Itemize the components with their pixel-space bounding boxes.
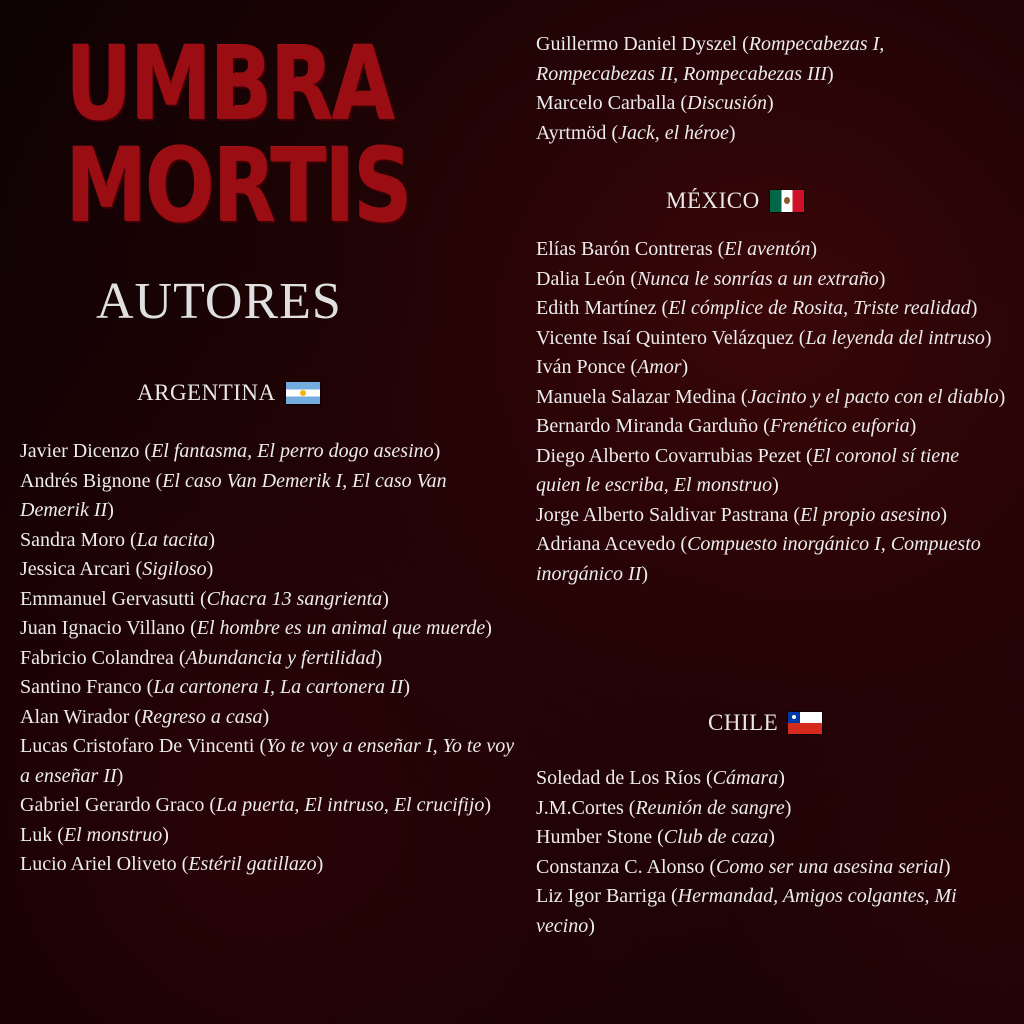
author-name: Adriana Acevedo [536, 533, 676, 555]
author-entry: Jessica Arcari (Sigiloso) [20, 558, 214, 580]
author-entry: Luk (El monstruo) [20, 823, 169, 846]
section-heading-chile [708, 710, 822, 736]
author-entry: Adriana Acevedo (Compuesto inorgánico I, Compuesto inorgánico II) [536, 533, 981, 585]
author-name: Iván Ponce [536, 356, 626, 378]
work-titles: El caso Van Demerik I, El caso Van Demerik II [20, 469, 447, 521]
author-name: Vicente Isaí Quintero Velázquez [536, 326, 794, 349]
work-titles: Rompecabezas I, Rompecabezas II, Rompecabezas III [536, 33, 885, 85]
section-title-argentina: ARGENTINA [137, 380, 276, 405]
author-entry: Andrés Bignone (El caso Van Demerik I, El caso Van Demerik II) [20, 469, 447, 521]
work-titles: Nunca le sonrías a un extraño [637, 267, 879, 290]
author-name: Alan Wirador [20, 705, 130, 728]
author-name: J.M.Cortes [536, 796, 624, 819]
author-entry: Jorge Alberto Saldivar Pastrana (El propio asesino) [536, 503, 948, 526]
author-name: Elías Barón Contreras [536, 238, 713, 260]
author-entry: Soledad de Los Ríos (Cámara) [536, 767, 785, 789]
author-name: Bernardo Miranda Garduño [536, 415, 759, 437]
author-name: Edith Martínez [536, 297, 657, 319]
author-name: Andrés Bignone [20, 469, 151, 492]
author-entry: Gabriel Gerardo Graco (La puerta, El intruso, El crucifijo) [20, 794, 492, 816]
author-entry: Sandra Moro (La tacita) [20, 528, 215, 551]
author-name: Luk [20, 823, 53, 846]
work-titles: Amor [637, 356, 682, 378]
work-titles: Yo te voy a enseñar I, Yo te voy a enseñar II [20, 735, 515, 787]
author-entry: Dalia León (Nunca le sonrías a un extraño) [536, 267, 886, 290]
work-titles: El monstruo [63, 823, 163, 846]
author-entry: Edith Martínez (El cómplice de Rosita, Triste realidad) [536, 297, 978, 319]
work-titles: La leyenda del intruso [805, 326, 985, 349]
author-list-chile [536, 764, 1016, 941]
author-name: Jessica Arcari [20, 558, 131, 580]
work-titles: El propio asesino [800, 503, 941, 526]
author-entry: Santino Franco (La cartonera I, La cartonera II) [20, 676, 410, 698]
author-entry: Constanza C. Alonso (Como ser una asesina serial) [536, 855, 951, 878]
work-titles: Chacra 13 sangrienta [206, 587, 383, 610]
author-entry: Juan Ignacio Villano (El hombre es un animal que muerde) [20, 617, 492, 639]
chile-flag-icon [788, 712, 822, 734]
author-entry: Bernardo Miranda Garduño (Frenético euforia) [536, 415, 917, 437]
author-entry: Manuela Salazar Medina (Jacinto y el pacto con el diablo) [536, 385, 1006, 408]
work-titles: Estéril gatillazo [188, 853, 317, 875]
work-titles: El coronol sí tiene quien le escriba, El monstruo [536, 444, 960, 496]
author-name: Marcelo Carballa [536, 92, 676, 114]
author-entry: Iván Ponce (Amor) [536, 356, 689, 378]
work-titles: La tacita [136, 528, 209, 551]
author-name: Guillermo Daniel Dyszel [536, 33, 738, 55]
logo-line-mortis: MORTIS [66, 127, 411, 246]
author-entry: Humber Stone (Club de caza) [536, 826, 775, 848]
work-titles: Compuesto inorgánico I, Compuesto inorgánico II [536, 533, 981, 585]
author-name: Jorge Alberto Saldivar Pastrana [536, 503, 789, 526]
argentina-flag-icon [286, 382, 320, 404]
author-name: Emmanuel Gervasutti [20, 587, 195, 610]
author-entry: J.M.Cortes (Reunión de sangre) [536, 796, 792, 819]
author-name: Ayrtmöd [536, 121, 607, 144]
author-name: Diego Alberto Covarrubias Pezet [536, 444, 801, 467]
section-heading-argentina [137, 380, 320, 406]
work-titles: Frenético euforia [769, 415, 910, 437]
work-titles: La cartonera I, La cartonera II [153, 676, 404, 698]
work-titles: El hombre es un animal que muerde [196, 617, 486, 639]
author-list-argentina [20, 437, 520, 880]
work-titles: El fantasma, El perro dogo asesino [151, 440, 434, 462]
author-entry: Liz Igor Barriga (Hermandad, Amigos colgantes, Mi vecino) [536, 885, 957, 937]
author-entry: Guillermo Daniel Dyszel (Rompecabezas I, Rompecabezas II, Rompecabezas III) [536, 33, 885, 85]
work-titles: Abundancia y fertilidad [185, 646, 376, 669]
author-entry: Alan Wirador (Regreso a casa) [20, 705, 270, 728]
work-titles: Jack, el héroe [618, 121, 729, 144]
umbra-mortis-logo [66, 25, 416, 246]
logo-line-umbra: UMBRA [66, 25, 394, 144]
author-name: Fabricio Colandrea [20, 646, 174, 669]
author-list-mexico [536, 235, 1006, 589]
author-entry: Emmanuel Gervasutti (Chacra 13 sangrienta) [20, 587, 389, 610]
author-list-argentina-continued [536, 30, 1006, 148]
work-titles: Regreso a casa [141, 705, 263, 728]
author-entry: Diego Alberto Covarrubias Pezet (El coronol sí tiene quien le escriba, El monstruo) [536, 444, 960, 496]
author-name: Gabriel Gerardo Graco [20, 794, 205, 816]
section-title-chile: CHILE [708, 710, 779, 735]
work-titles: La puerta, El intruso, El crucifijo [216, 794, 485, 816]
work-titles: Cámara [712, 767, 779, 789]
author-name: Manuela Salazar Medina [536, 385, 736, 408]
section-heading-mexico [666, 188, 804, 214]
author-name: Constanza C. Alonso [536, 855, 705, 878]
author-name: Lucio Ariel Oliveto [20, 853, 177, 875]
work-titles: Jacinto y el pacto con el diablo [747, 385, 999, 408]
work-titles: Como ser una asesina serial [716, 855, 944, 878]
author-name: Santino Franco [20, 676, 142, 698]
author-name: Liz Igor Barriga [536, 885, 666, 907]
author-name: Javier Dicenzo [20, 440, 140, 462]
author-name: Soledad de Los Ríos [536, 767, 701, 789]
work-titles: El aventón [724, 238, 811, 260]
author-entry: Lucas Cristofaro De Vincenti (Yo te voy a enseñar I, Yo te voy a enseñar II) [20, 735, 515, 787]
section-title-mexico: MÉXICO [666, 188, 760, 213]
mexico-flag-icon [770, 190, 804, 212]
author-name: Humber Stone [536, 826, 653, 848]
author-entry: Javier Dicenzo (El fantasma, El perro dogo asesino) [20, 440, 441, 462]
work-titles: El cómplice de Rosita, Triste realidad [668, 297, 971, 319]
work-titles: Sigiloso [142, 558, 207, 580]
author-name: Dalia León [536, 267, 626, 290]
author-name: Sandra Moro [20, 528, 125, 551]
author-entry: Lucio Ariel Oliveto (Estéril gatillazo) [20, 853, 324, 875]
author-entry: Ayrtmöd (Jack, el héroe) [536, 121, 736, 144]
author-name: Lucas Cristofaro De Vincenti [20, 735, 255, 757]
page-subtitle: AUTORES [96, 273, 342, 330]
work-titles: Club de caza [663, 826, 769, 848]
work-titles: Reunión de sangre [635, 796, 785, 819]
author-entry: Vicente Isaí Quintero Velázquez (La leyenda del intruso) [536, 326, 992, 349]
author-name: Juan Ignacio Villano [20, 617, 186, 639]
author-entry: Marcelo Carballa (Discusión) [536, 92, 774, 114]
work-titles: Hermandad, Amigos colgantes, Mi vecino [536, 885, 957, 937]
author-entry: Fabricio Colandrea (Abundancia y fertilidad) [20, 646, 383, 669]
work-titles: Discusión [687, 92, 768, 114]
author-entry: Elías Barón Contreras (El aventón) [536, 238, 818, 260]
